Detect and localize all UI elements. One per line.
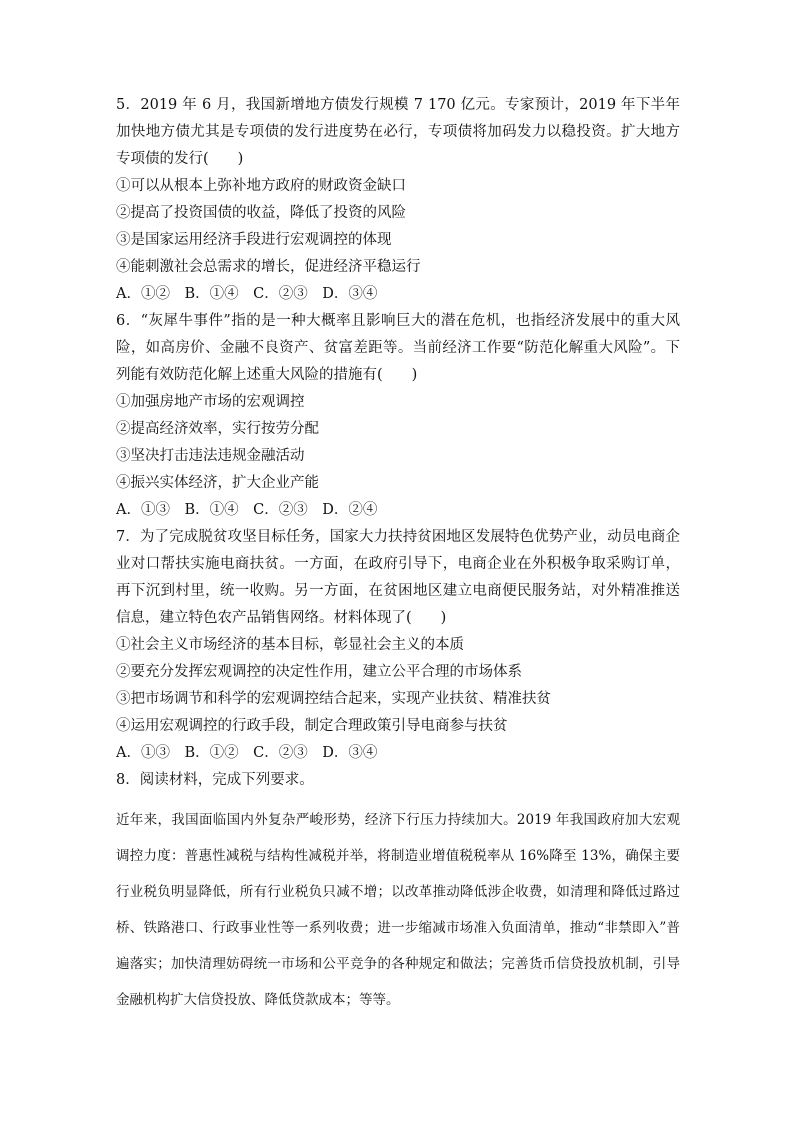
option-1: ①社会主义市场经济的基本目标，彰显社会主义的本质	[116, 637, 464, 653]
answer-choices: A．①③ B．①④ C．②③ D．②④	[116, 502, 378, 518]
question-5	[116, 92, 680, 308]
option-1: ①加强房地产市场的宏观调控	[116, 394, 305, 410]
question-7	[116, 524, 680, 767]
option-4: ④能刺激社会总需求的增长，促进经济平稳运行	[116, 259, 421, 275]
option-2: ②提高经济效率，实行按劳分配	[116, 421, 319, 437]
answer-choices: A．①② B．①④ C．②③ D．③④	[116, 286, 378, 302]
option-3: ③是国家运用经济手段进行宏观调控的体现	[116, 232, 392, 248]
option-3: ③把市场调节和科学的宏观调控结合起来，实现产业扶贫、精准扶贫	[116, 691, 551, 707]
option-4: ④运用宏观调控的行政手段，制定合理政策引导电商参与扶贫	[116, 718, 508, 734]
option-2: ②要充分发挥宏观调控的决定性作用，建立公平合理的市场体系	[116, 664, 522, 680]
question-6	[116, 308, 680, 524]
question-8	[116, 767, 680, 1018]
question-stem: 6．“灰犀牛事件”指的是一种大概率且影响巨大的潜在危机，也指经济发展中的重大风险，如高房价、金融不良资产、贫富差距等。当前经济工作要“防范化解重大风险”。下列能有效防范化解上述重大风险的措施有( )	[116, 313, 680, 383]
option-4: ④振兴实体经济，扩大企业产能	[116, 475, 319, 491]
option-1: ①可以从根本上弥补地方政府的财政资金缺口	[116, 178, 406, 194]
question-stem: 7．为了完成脱贫攻坚目标任务，国家大力扶持贫困地区发展特色优势产业，动员电商企业对口帮扶实施电商扶贫。一方面，在政府引导下，电商企业在外积极争取采购订单，再下沉到村里，统一收购。另一方面，在贫困地区建立电商便民服务站，对外精准推送信息，建立特色农产品销售网络。材料体现了( )	[116, 529, 680, 626]
question-content	[116, 92, 680, 1018]
question-stem: 8．阅读材料，完成下列要求。	[116, 772, 314, 788]
reading-material: 近年来，我国面临国内外复杂严峻形势，经济下行压力持续加大。2019 年我国政府加大宏观调控力度：普惠性减税与结构性减税并举，将制造业增值税税率从 16%降至 13%，确保主要行业税负明显降低，所有行业税负只减不增；以改革推动降低涉企收费，如清理和降低过路过桥、铁路港口、行政事业性等一系列收费；进一步缩减市场准入负面清单，推动“非禁即入”普遍落实；加快清理妨碍统一市场和公平竞争的各种规定和做法；完善货币信贷投放机制，引导金融机构扩大信贷投放、降低贷款成本；等等。	[116, 812, 680, 1008]
question-stem: 5．2019 年 6 月，我国新增地方债发行规模 7 170 亿元。专家预计，2019 年下半年加快地方债尤其是专项债的发行进度势在必行，专项债将加码发力以稳投资。扩大地方专项债的发行( )	[116, 97, 680, 167]
option-2: ②提高了投资国债的收益，降低了投资的风险	[116, 205, 406, 221]
option-3: ③坚决打击违法违规金融活动	[116, 448, 305, 464]
answer-choices: A．①③ B．①② C．②③ D．③④	[116, 745, 378, 761]
